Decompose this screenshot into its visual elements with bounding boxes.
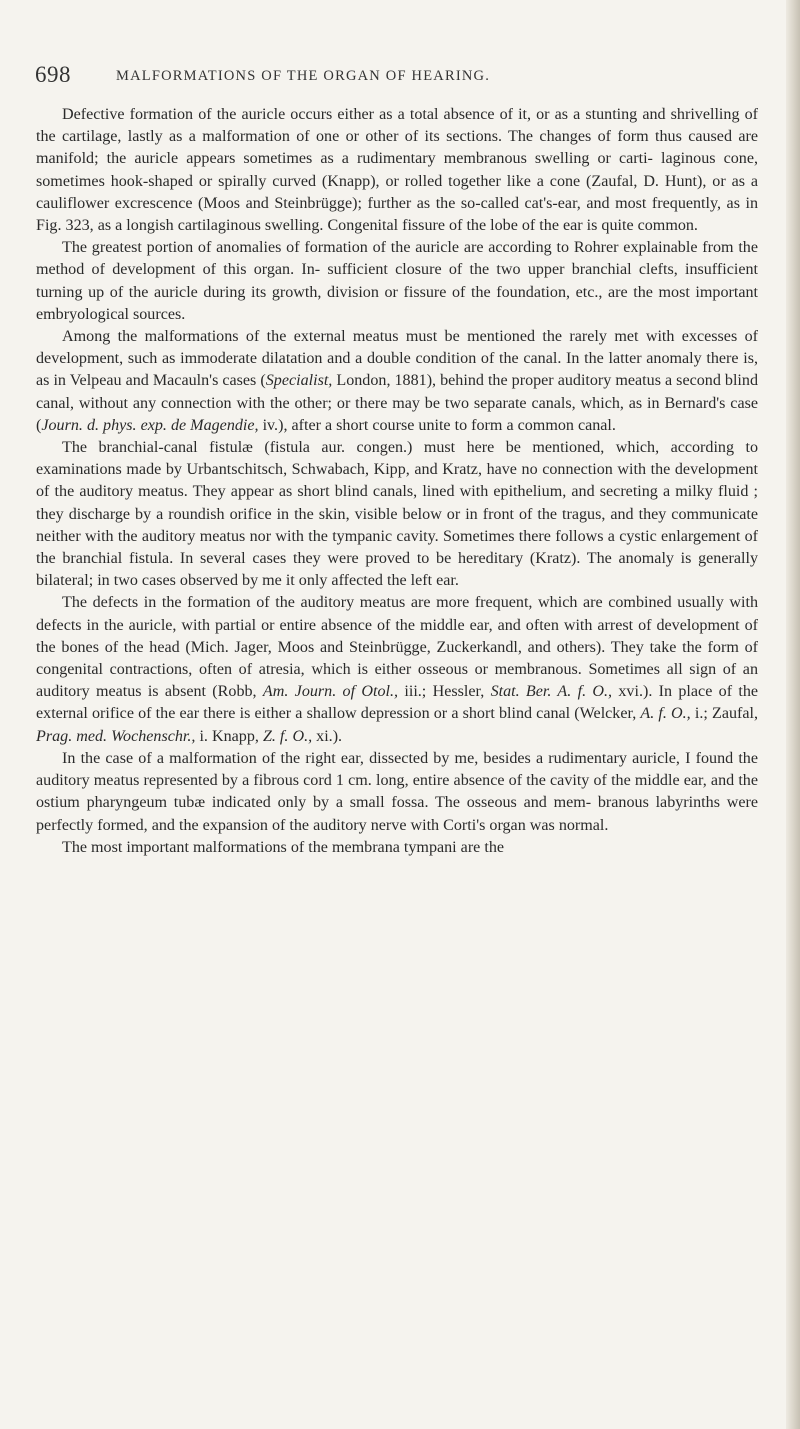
citation-italic: Prag. med. Wochenschr., [36, 727, 196, 745]
body-text [36, 104, 758, 859]
text-run: xvi.). In place of the external orifice of the ear there is either a shallow depression or a short blind canal (Welcker, [36, 683, 759, 723]
citation-italic: Specialist, [265, 372, 333, 390]
page-edge-shadow [786, 0, 800, 1429]
text-run: xi.). [312, 727, 343, 745]
citation-italic: A. f. O., [640, 705, 691, 723]
text-run: The defects in the formation of the auditory meatus are more frequent, which are combined usually with defects in the auricle, with partial or entire absence of the middle ear, and often with arrest of development of the bones of the head (Mich. Jager, Moos and Steinbrügge, Zuckerkandl, and others). They take the form of congenital contractions, often of atresia, which is either osseous or membranous. Sometimes all sign of an auditory meatus is absent (Robb, [36, 594, 758, 701]
paragraph-external-meatus [36, 326, 758, 437]
page-header [35, 62, 735, 90]
running-title: MALFORMATIONS OF THE ORGAN OF HEARING. [116, 68, 491, 84]
text-run: iv.), after a short course unite to form a common canal. [258, 416, 616, 434]
text-run: i.; Zaufal, [690, 705, 759, 723]
paragraph-right-ear-case: In the case of a malformation of the right ear, dissected by me, besides a rudimentary auricle, I found the auditory meatus represented by a fibrous cord 1 cm. long, entire absence of the cavity of the middle ear, and the ostium pharyngeum tubæ indicated only by a small fossa. The osseous and mem- branous labyrinths were perfectly formed, and the expansion of the auditory nerve with Corti's organ was normal. [36, 749, 758, 834]
page-number: 698 [35, 62, 71, 87]
text-run: i. Knapp, [195, 727, 263, 745]
text-run: iii.; Hessler, [398, 683, 491, 701]
citation-italic: Journ. d. phys. exp. de Magendie, [41, 416, 259, 434]
paragraph-membrana-tympani: The most important malformations of the membrana tympani are the [62, 838, 505, 856]
citation-italic: Z. f. O., [262, 727, 313, 745]
paragraph-embryological-sources: The greatest portion of anomalies of formation of the auricle are according to Rohrer explainable from the method of development of this organ. In- sufficient closure of the two upper branchial clefts, insufficient turning up of the auricle during its growth, division or fissure of the foundation, etc., are the most important embryological sources. [36, 239, 758, 323]
text-run: Among the malformations of the external meatus must be mentioned the rarely met with excesses of development, such as immoderate dilatation and a double condition of the canal. In the latter anomaly there is, as in Velpeau and Macauln's cases ( [36, 328, 758, 390]
paragraph-branchial-fistulae: The branchial-canal fistulæ (fistula aur. congen.) must here be mentioned, which, according to examinations made by Urbantschitsch, Schwabach, Kipp, and Kratz, have no connection with the development of the auditory meatus. They appear as short blind canals, lined with epithelium, and secreting a milky fluid ; they discharge by a roundish orifice in the skin, visible below or in front of the tragus, and they communicate neither with the auditory meatus nor with the tympanic cavity. Sometimes there follows a cystic enlargement of the branchial fistula. In several cases they were proved to be hereditary (Kratz). The anomaly is generally bilateral; in two cases observed by me it only affected the left ear. [36, 439, 758, 590]
paragraph-meatus-defects [36, 592, 758, 747]
citation-italic: Am. Journ. of Otol., [262, 683, 399, 701]
paragraph-auricle-defects: Defective formation of the auricle occurs either as a total absence of it, or as a stunting and shrivelling of the cartilage, lastly as a malformation of one or other of its sections. The changes of form thus caused are manifold; the auricle appears sometimes as a rudimentary membranous swelling or carti- laginous cone, sometimes hook-shaped or spirally curved (Knapp), or rolled together like a cone (Zaufal, D. Hunt), or as a cauliflower excrescence (Moos and Steinbrügge); further as the so-called cat's-ear, and most frequently, as in Fig. 323, as a longish cartilaginous swelling. Congenital fissure of the lobe of the ear is quite common. [36, 106, 758, 235]
text-run: London, 1881), behind the proper auditory meatus a second blind canal, without any connection with the other; or there may be two separate canals, which, as in Bernard's case ( [36, 372, 758, 434]
citation-italic: Stat. Ber. A. f. O., [490, 683, 613, 701]
